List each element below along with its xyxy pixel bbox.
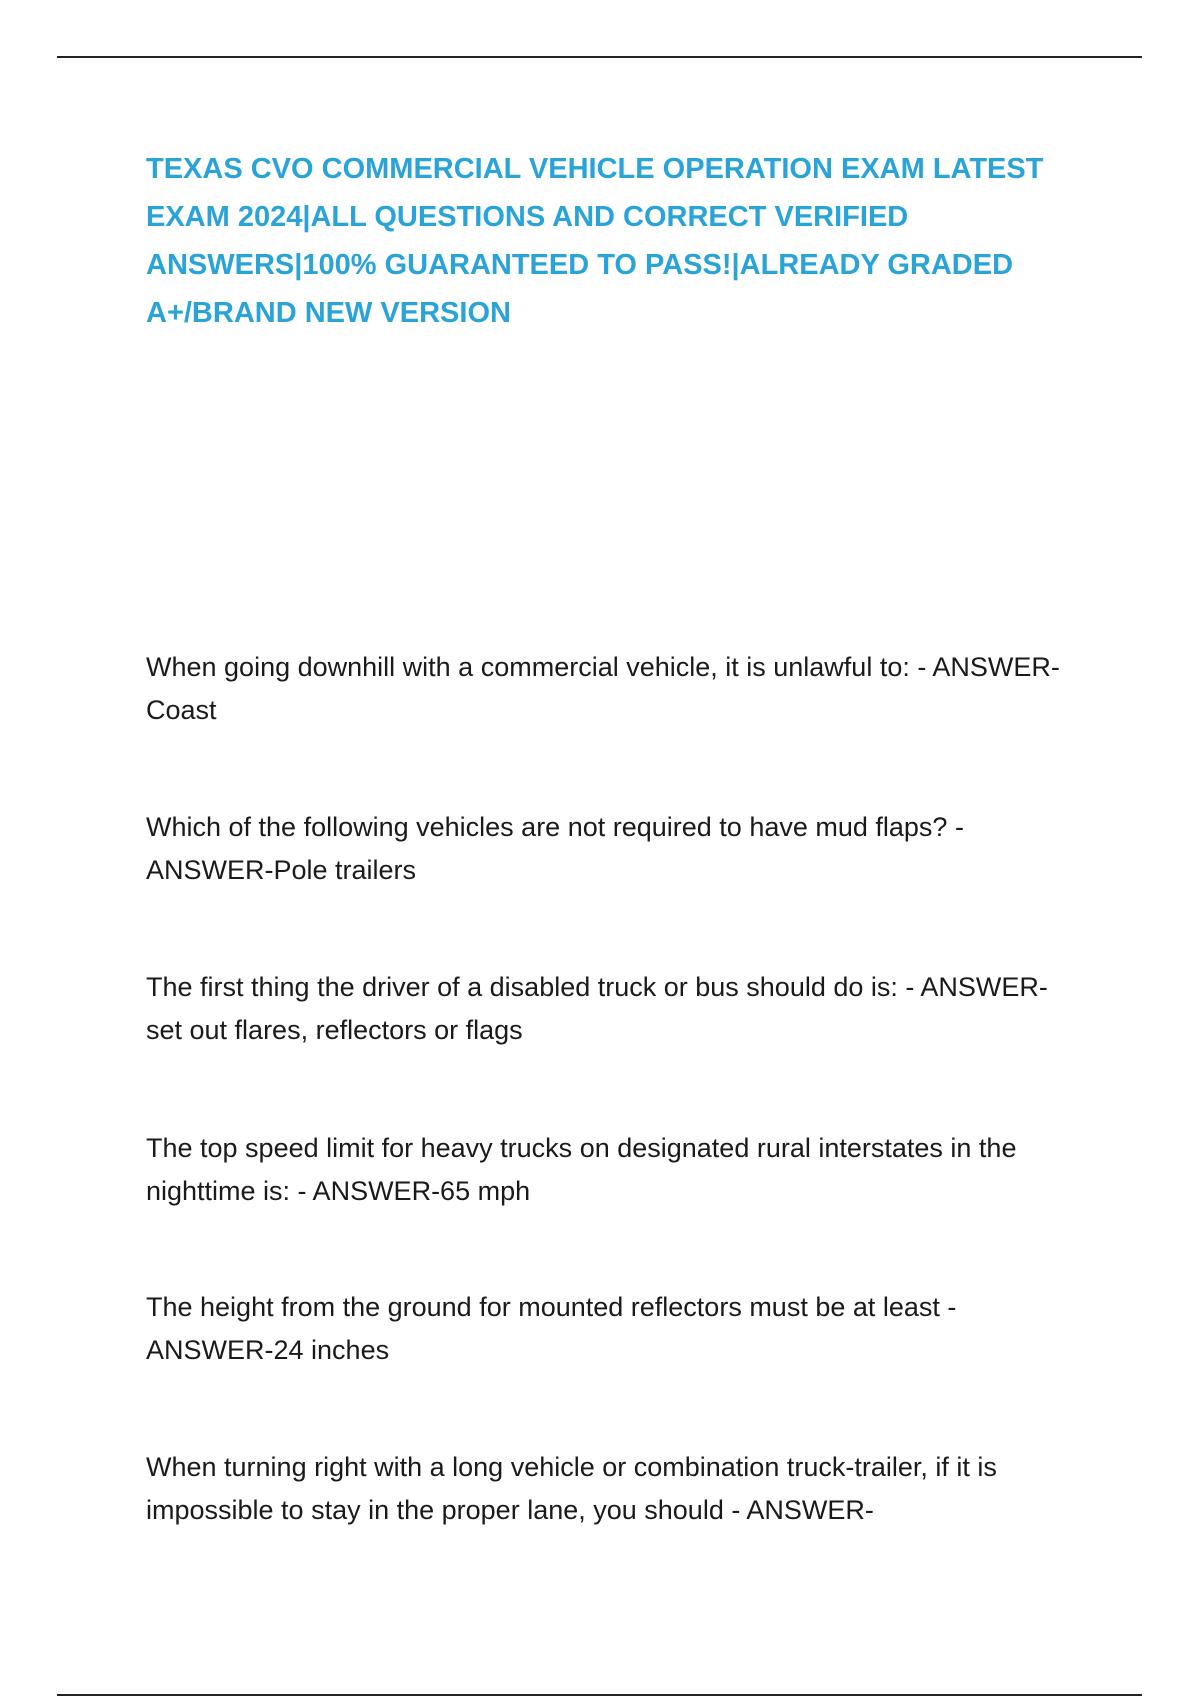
qa-item-3: The first thing the driver of a disabled truck or bus should do is: - ANSWER-set out flares, reflectors or flags	[146, 972, 1048, 1045]
qa-item-2: Which of the following vehicles are not required to have mud flaps? - ANSWER-Pole trailers	[146, 812, 964, 885]
qa-item-5: The height from the ground for mounted reflectors must be at least - ANSWER-24 inches	[146, 1292, 957, 1365]
top-rule	[57, 56, 1142, 58]
qa-item-4: The top speed limit for heavy trucks on designated rural interstates in the nighttime is: - ANSWER-65 mph	[146, 1133, 1017, 1206]
bottom-rule	[57, 1694, 1142, 1696]
document-title: TEXAS CVO COMMERCIAL VEHICLE OPERATION EXAM LATEST EXAM 2024|ALL QUESTIONS AND CORRECT VERIFIED ANSWERS|100% GUARANTEED TO PASS!|ALREADY GRADED A+/BRAND NEW VERSION	[146, 153, 1044, 329]
qa-item-1: When going downhill with a commercial vehicle, it is unlawful to: - ANSWER-Coast	[146, 652, 1060, 725]
qa-item-6: When turning right with a long vehicle or combination truck-trailer, if it is impossible to stay in the proper lane, you should - ANSWER-	[146, 1452, 997, 1525]
